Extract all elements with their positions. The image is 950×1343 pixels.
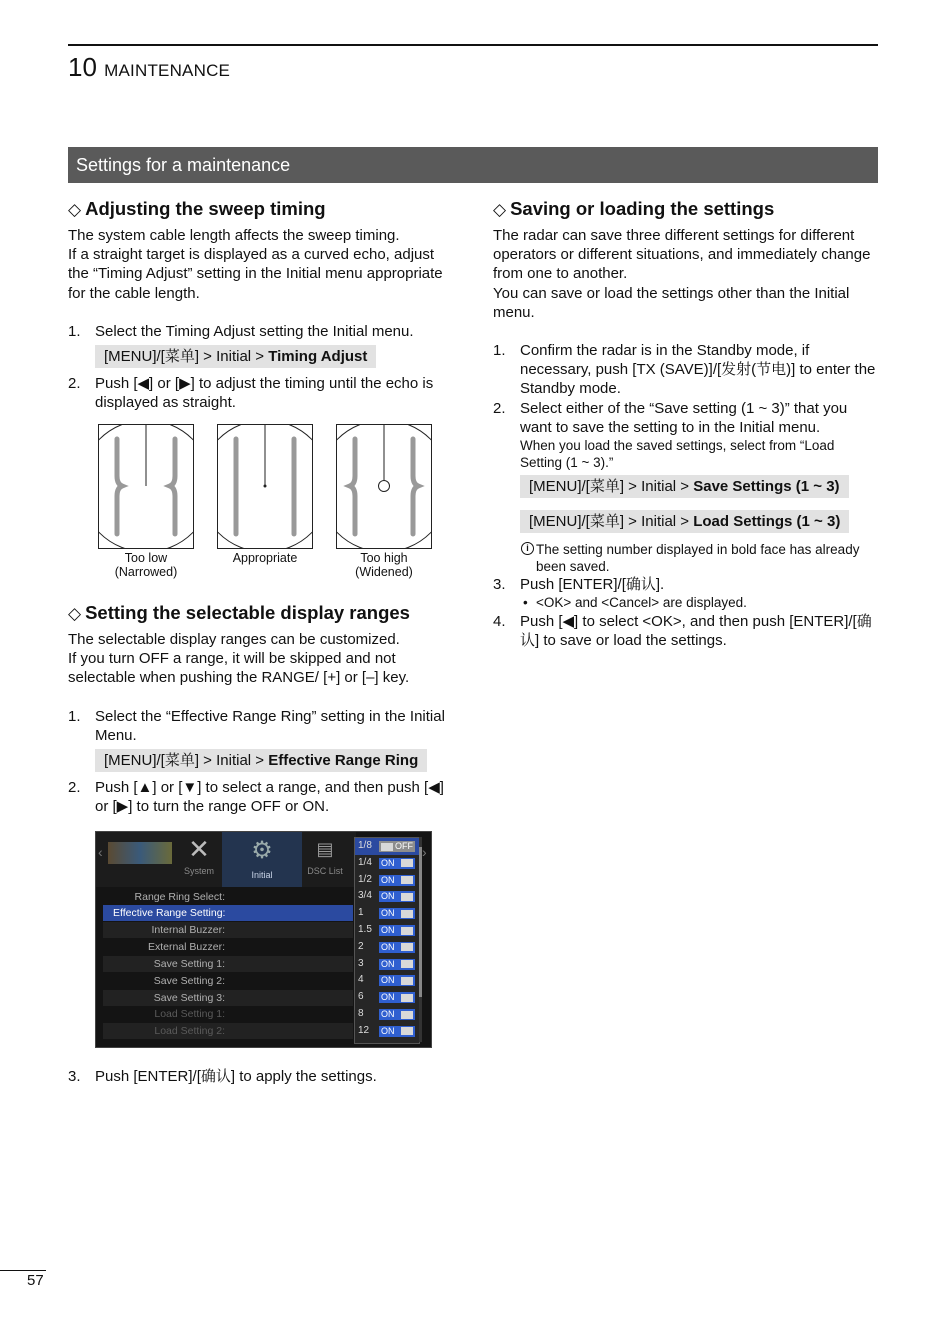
range-toggle: ON: [379, 908, 415, 919]
saving-heading-text: Saving or loading the settings: [510, 198, 775, 219]
sweep-menu-path: [MENU]/[菜单] > Initial > Timing Adjust: [95, 345, 376, 368]
range-label: 6: [358, 991, 364, 1003]
range-item: [355, 1006, 419, 1023]
ranges-step-3: 3. Push [ENTER]/[确认] to apply the settings.: [68, 1068, 377, 1085]
range-item: [355, 872, 419, 889]
ranges-intro-1: The selectable display ranges can be customized.: [68, 631, 400, 648]
chapter-number: 10: [68, 52, 97, 82]
list-icon: ▤: [316, 839, 334, 859]
tab-dsc-list: ▤ DSC List: [302, 832, 348, 887]
sweep-narrowed-diagram: [98, 424, 194, 549]
info-icon: i: [521, 542, 534, 555]
diagram-3-sublabel: (Widened): [355, 565, 413, 579]
diagram-appropriate: [217, 424, 313, 565]
range-item: [355, 989, 419, 1006]
saving-step-2: 2. Select either of the “Save setting (1 ~ 3)” that you want to save the setting to in the Initial menu.: [493, 399, 848, 436]
range-label: 8: [358, 1008, 364, 1019]
saving-intro-2: You can save or load the settings other than the Initial menu.: [493, 284, 850, 321]
range-label: 2: [358, 940, 364, 952]
chapter-header: [68, 52, 230, 86]
diagram-1-sublabel: (Narrowed): [114, 565, 178, 579]
menu-row: Save Setting 2:: [153, 975, 225, 987]
chapter-title: MAINTENANCE: [104, 61, 231, 80]
gear-icon: ⚙: [251, 837, 273, 864]
diamond-icon: ◇: [68, 200, 82, 219]
saving-step-2-note: When you load the saved settings, select from “Load Setting (1 ~ 3).”: [520, 438, 835, 471]
menu-row: Internal Buzzer:: [103, 922, 353, 938]
saving-step-3-bullet: • <OK> and <Cancel> are displayed.: [523, 595, 747, 611]
range-label: 1/4: [358, 856, 372, 868]
load-menu-path: [MENU]/[菜单] > Initial > Load Settings (1 ~ 3): [520, 510, 849, 533]
ranges-intro-2: If you turn OFF a range, it will be skipped and not selectable when pushing the RANGE/ [+] or [–] key.: [68, 650, 410, 687]
range-toggle: ON: [379, 1026, 415, 1037]
scrollbar: [419, 837, 422, 1042]
ranges-step-2: 2. Push [▲] or [▼] to select a range, and then push [◀] or [▶] to turn the range OFF or ON.: [68, 779, 444, 816]
range-toggle: ON: [379, 891, 415, 902]
range-item: [355, 972, 419, 989]
range-label: 1.5: [358, 924, 372, 935]
range-toggle: ON: [379, 1009, 415, 1020]
ranges-heading: [68, 601, 453, 626]
range-toggle: ON: [379, 942, 415, 953]
range-toggle: OFF: [379, 841, 415, 852]
footer-rule: [0, 1270, 46, 1271]
range-label: 1: [358, 907, 364, 919]
range-item: [355, 888, 419, 905]
saving-intro-1: The radar can save three different settings for different operators or different situations, and immediately change from one to another.: [493, 227, 871, 283]
tab-icons-strip: [108, 842, 172, 864]
sweep-step-1: 1. Select the Timing Adjust setting the Initial menu.: [68, 322, 414, 340]
diagram-1-label: Too low: [124, 551, 168, 565]
saving-step-1: 1. Confirm the radar is in the Standby mode, if necessary, push [TX (SAVE)]/[发射(节电)] to enter the Standby mode.: [493, 342, 876, 398]
diagram-3-label: Too high: [360, 551, 408, 565]
range-label: 1/2: [358, 873, 372, 885]
header-rule: [68, 44, 878, 46]
menu-row: Range Ring Select:: [134, 891, 225, 903]
sweep-heading-text: Adjusting the sweep timing: [85, 198, 326, 219]
page-number: 57: [27, 1272, 44, 1289]
range-toggle: ON: [379, 858, 415, 869]
left-column: [68, 197, 453, 412]
range-item: [355, 838, 419, 855]
tools-icon: ✕: [188, 834, 210, 864]
ranges-step-1: 1. Select the “Effective Range Ring” setting in the Initial Menu.: [68, 707, 445, 744]
saving-step-4: 4. Push [◀] to select <OK>, and then push [ENTER]/[确认] to save or load the settings.: [493, 613, 872, 650]
range-toggle: ON: [379, 992, 415, 1003]
diagram-too-low: [98, 424, 194, 579]
range-label: 4: [358, 974, 364, 986]
menu-row: Load Setting 2:: [103, 1023, 353, 1039]
sweep-step-2: 2. Push [◀] or [▶] to adjust the timing until the echo is displayed as straight.: [68, 375, 434, 412]
saving-info-note: i The setting number displayed in bold face has already been saved.: [493, 541, 878, 575]
range-toggle: ON: [379, 925, 415, 936]
diagram-too-high: [336, 424, 432, 579]
menu-row-selected: Effective Range Setting:: [103, 905, 353, 921]
section-title: Settings for a maintenance: [68, 147, 878, 183]
range-toggle: ON: [379, 875, 415, 886]
saving-heading: [493, 197, 878, 222]
sweep-intro-2: If a straight target is displayed as a curved echo, adjust the “Timing Adjust” setting in the Initial menu appropriate for the cable length.: [68, 246, 443, 302]
tab-system: ✕ System: [176, 832, 222, 887]
range-item: [355, 855, 419, 872]
range-label: 3/4: [358, 890, 372, 902]
menu-row: Save Setting 3:: [103, 990, 353, 1006]
range-label: 1/8: [358, 840, 372, 851]
tab-initial: ⚙ Initial: [222, 832, 302, 887]
menu-row: Load Setting 1:: [154, 1008, 225, 1020]
ranges-heading-text: Setting the selectable display ranges: [85, 602, 410, 623]
ranges-section: [68, 601, 453, 816]
save-menu-path: [MENU]/[菜单] > Initial > Save Settings (1 ~ 3): [520, 475, 849, 498]
range-settings-screenshot: [95, 831, 432, 1048]
sweep-straight-diagram: [217, 424, 313, 549]
sweep-intro-1: The system cable length affects the sweep timing.: [68, 227, 400, 244]
range-item: [355, 956, 419, 973]
range-toggle: ON: [379, 975, 415, 986]
range-item: [355, 1023, 419, 1040]
diamond-icon: ◇: [493, 200, 507, 219]
ranges-menu-path: [MENU]/[菜单] > Initial > Effective Range Ring: [95, 749, 427, 772]
diamond-icon: ◇: [68, 604, 82, 623]
sweep-heading: [68, 197, 453, 222]
chevron-right-icon: ›: [422, 844, 427, 860]
range-toggle: ON: [379, 959, 415, 970]
menu-row: External Buzzer:: [147, 941, 225, 953]
menu-row: Save Setting 1:: [103, 956, 353, 972]
range-item: [355, 922, 419, 939]
right-column: [493, 197, 878, 651]
range-toggle-list: [354, 837, 420, 1044]
range-item: [355, 905, 419, 922]
diagram-2-label: Appropriate: [232, 551, 298, 565]
range-label: 12: [358, 1024, 370, 1036]
range-item: [355, 939, 419, 956]
chevron-left-icon: ‹: [98, 844, 103, 860]
sweep-widened-diagram: [336, 424, 432, 549]
range-label: 3: [358, 957, 364, 969]
saving-step-3: 3. Push [ENTER]/[确认].: [493, 576, 665, 594]
